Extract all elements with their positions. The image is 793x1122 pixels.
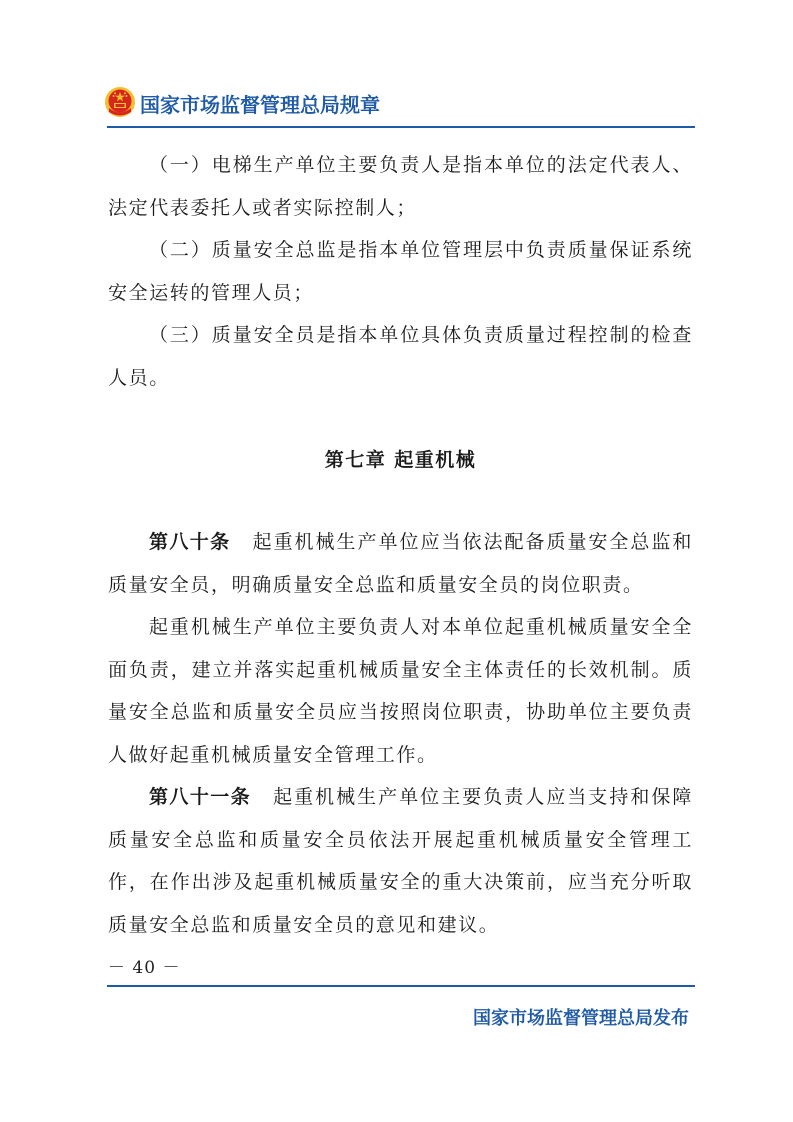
article-80 — [108, 521, 693, 606]
article-81 — [108, 776, 693, 946]
footer-publisher: 国家市场监督管理总局发布 — [473, 1008, 689, 1029]
definition-item-3: （三）质量安全员是指本单位具体负责质量过程控制的检查人员。 — [108, 324, 693, 389]
article-81-text: 起重机械生产单位主要负责人应当支持和保障质量安全总监和质量安全员依法开展起重机械质量安全管理工作，在作出涉及起重机械质量安全的重大决策前，应当充分听取质量安全总监和质量安全员的意见和建议。 — [108, 786, 693, 936]
national-emblem-icon — [104, 86, 136, 118]
page-number: － 40 － — [108, 958, 181, 978]
article-80-text: 起重机械生产单位应当依法配备质量安全总监和质量安全员，明确质量安全总监和质量安全员的岗位职责。 — [108, 531, 693, 596]
article-81-label: 第八十一条 — [149, 786, 252, 808]
header-divider — [107, 126, 695, 128]
chapter-title: 第七章 起重机械 — [324, 449, 477, 471]
article-80-paragraph-2: 起重机械生产单位主要负责人对本单位起重机械质量安全全面负责，建立并落实起重机械质量安全主体责任的长效机制。质量安全总监和质量安全员应当按照岗位职责，协助单位主要负责人做好起重机械质量安全管理工作。 — [108, 616, 693, 766]
article-80-label: 第八十条 — [149, 531, 231, 553]
header-title: 国家市场监督管理总局规章 — [140, 93, 380, 117]
document-body — [108, 144, 693, 946]
definition-item-2: （二）质量安全总监是指本单位管理层中负责质量保证系统安全运转的管理人员； — [108, 239, 693, 304]
page-header — [104, 84, 694, 120]
footer-divider — [107, 985, 695, 987]
definition-item-1: （一）电梯生产单位主要负责人是指本单位的法定代表人、法定代表委托人或者实际控制人； — [108, 154, 693, 219]
